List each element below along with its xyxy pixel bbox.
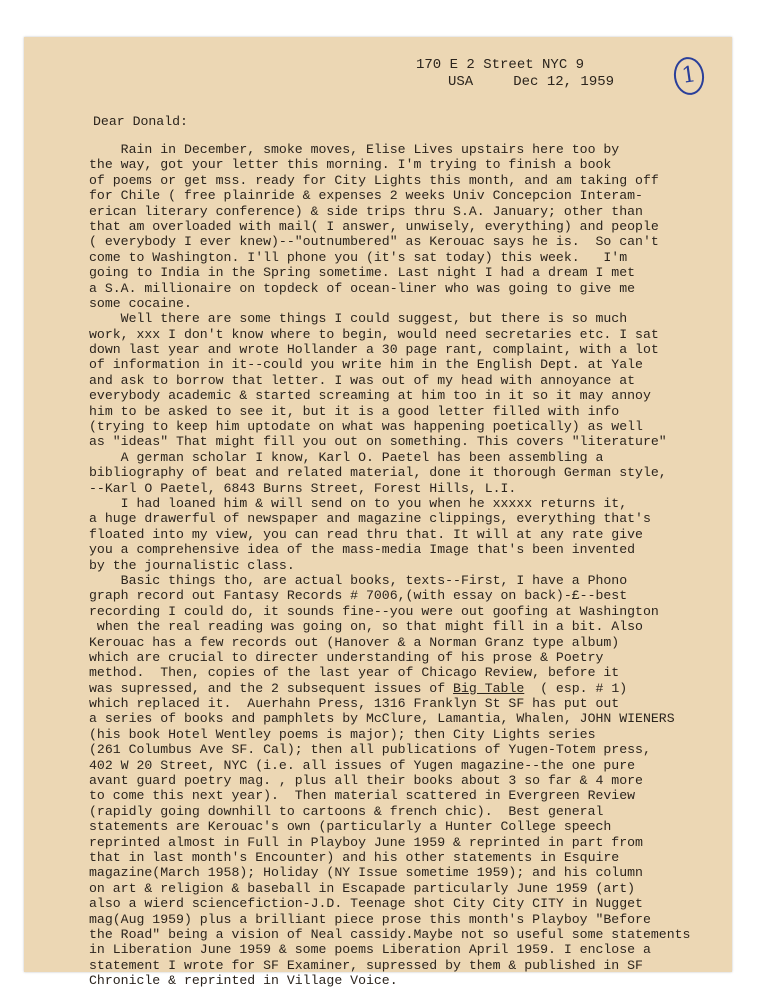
letter-line: (his book Hotel Wentley poems is major); then City Lights series	[89, 726, 596, 742]
letter-line: for Chile ( free plainride & expenses 2 weeks Univ Concepcion Interam-	[89, 188, 643, 204]
letter-line: statements are Kerouac's own (particularly a Hunter College speech	[89, 819, 612, 835]
letter-line: in Liberation June 1959 & some poems Liberation April 1959. I enclose a	[89, 942, 651, 958]
letter-line: a series of books and pamphlets by McClure, Lamantia, Whalen, JOHN WIENERS	[89, 711, 675, 727]
letter-line: floated into my view, you can read thru that. It will at any rate give	[89, 526, 643, 542]
letter-line: bibliography of beat and related material, done it thorough German style,	[89, 465, 667, 481]
letter-line: a S.A. millionaire on topdeck of ocean-liner who was going to give me	[89, 280, 636, 296]
letter-line: (261 Columbus Ave SF. Cal); then all publications of Yugen-Totem press,	[89, 742, 651, 758]
letter-line: which replaced it. Auerhahn Press, 1316 Franklyn St SF has put out	[89, 696, 620, 712]
page-number-circle: 1	[672, 55, 707, 97]
letter-line: Basic things tho, are actual books, texts--First, I have a Phono	[89, 572, 628, 588]
letter-line: --Karl O Paetel, 6843 Burns Street, Forest Hills, L.I.	[89, 480, 517, 496]
letter-line: the way, got your letter this morning. I'm trying to finish a book	[89, 157, 612, 173]
letter-line: that am overloaded with mail( I answer, unwisely, everything) and people	[89, 218, 659, 234]
letter-line: going to India in the Spring sometime. Last night I had a dream I met	[89, 265, 636, 281]
letter-line: was supressed, and the 2 subsequent issues of Big Table ( esp. # 1)	[89, 680, 628, 696]
letter-line: Well there are some things I could suggest, but there is so much	[89, 311, 628, 327]
letter-line: and ask to borrow that letter. I was out of my head with annoyance at	[89, 372, 636, 388]
sender-country: USA	[448, 74, 474, 90]
letter-line: to come this next year). Then material scattered in Evergreen Review	[89, 788, 636, 804]
letter-line: method. Then, copies of the last year of Chicago Review, before it	[89, 665, 620, 681]
salutation: Dear Donald:	[93, 114, 188, 129]
letter-line: work, xxx I don't know where to begin, would need secretaries etc. I sat	[89, 326, 659, 342]
letter-line: when the real reading was going on, so that might fill in a bit. Also	[89, 619, 643, 635]
letter-line: 402 W 20 Street, NYC (i.e. all issues of Yugen magazine--the one pure	[89, 757, 636, 773]
letter-line: of information in it--could you write him in the English Dept. at Yale	[89, 357, 643, 373]
letter-line: by the journalistic class.	[89, 557, 295, 573]
letter-line: Chronicle & reprinted in Village Voice.	[89, 973, 398, 989]
letter-line: come to Washington. I'll phone you (it's sat today) this week. I'm	[89, 249, 628, 265]
letter-line: mag(Aug 1959) plus a brilliant piece prose this month's Playboy "Before	[89, 911, 651, 927]
letter-line: erican literary conference) & side trips thru S.A. January; other than	[89, 203, 643, 219]
letter-line: everybody academic & started screaming at him too in it so it may annoy	[89, 388, 651, 404]
letter-page	[24, 37, 732, 989]
sender-address: 170 E 2 Street NYC 9	[416, 57, 585, 73]
letter-line: reprinted almost in Full in Playboy June 1959 & reprinted in part from	[89, 834, 643, 850]
letter-line: recording I could do, it sounds fine--you were out goofing at Washington	[89, 603, 659, 619]
letter-date: Dec 12, 1959	[513, 74, 615, 90]
letter-line: graph record out Fantasy Records # 7006,(with essay on back)-£--best	[89, 588, 628, 604]
letter-header	[416, 57, 614, 91]
letter-line: (rapidly going downhill to cartoons & french chic). Best general	[89, 803, 604, 819]
letter-line: (trying to keep him uptodate on what was happening poetically) as well	[89, 419, 643, 435]
letter-line: some cocaine.	[89, 295, 192, 311]
letter-line: A german scholar I know, Karl O. Paetel has been assembling a	[89, 449, 604, 465]
letter-line: Kerouac has a few records out (Hanover & a Norman Granz type album)	[89, 634, 620, 650]
letter-line: him to be asked to see it, but it is a good letter filled with info	[89, 403, 620, 419]
letter-line: of poems or get mss. ready for City Lights this month, and am taking off	[89, 172, 659, 188]
letter-line: the Road" being a vision of Neal cassidy.Maybe not so useful some statements	[89, 926, 691, 942]
letter-line: that in last month's Encounter) and his other statements in Esquire	[89, 849, 620, 865]
letter-line: also a wierd sciencefiction-J.D. Teenage shot City City CITY in Nugget	[89, 896, 643, 912]
letter-line: magazine(March 1958); Holiday (NY Issue sometime 1959); and his column	[89, 865, 643, 881]
letter-line: a huge drawerful of newspaper and magazine clippings, everything that's	[89, 511, 651, 527]
letter-body	[89, 142, 729, 988]
letter-line: which are crucial to directer understanding of his prose & Poetry	[89, 649, 604, 665]
letter-line: down last year and wrote Hollander a 30 page rant, complaint, with a lot	[89, 342, 659, 358]
letter-line: ( everybody I ever knew)--"outnumbered" as Kerouac says he is. So can't	[89, 234, 659, 250]
letter-line: I had loaned him & will send on to you when he xxxxx returns it,	[89, 495, 628, 511]
letter-line: statement I wrote for SF Examiner, supressed by them & published in SF	[89, 957, 643, 973]
letter-line: Rain in December, smoke moves, Elise Lives upstairs here too by	[89, 142, 620, 157]
letter-line: on art & religion & baseball in Escapade particularly June 1959 (art)	[89, 880, 636, 896]
letter-line: as "ideas" That might fill you out on something. This covers "literature"	[89, 434, 667, 450]
letter-line: avant guard poetry mag. , plus all their books about 3 so far & 4 more	[89, 773, 643, 789]
letter-line: you a comprehensive idea of the mass-media Image that's been invented	[89, 542, 636, 558]
